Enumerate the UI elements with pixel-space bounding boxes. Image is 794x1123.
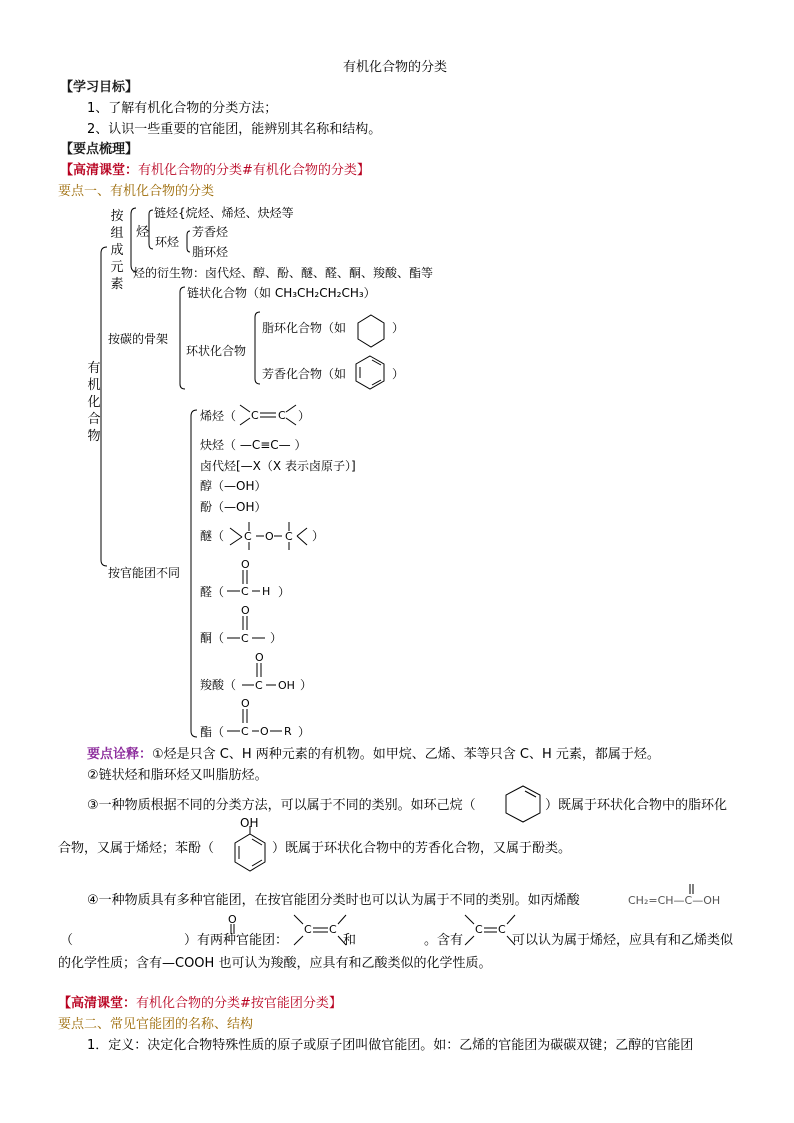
- group-alkyne: 炔烃（ —C≡C— ）: [200, 438, 307, 452]
- aldehyde-o: O: [241, 558, 250, 571]
- note4-c2: C: [329, 923, 337, 936]
- group-alkene: 烯烃（: [200, 409, 237, 423]
- ketone-c: C: [241, 632, 249, 645]
- section-goals-label: 【学习目标】: [60, 80, 139, 95]
- note-3b: ）既属于环状化合物中的脂环化: [545, 798, 728, 813]
- chain-compound: 链状化合物（如 CH₃CH₂CH₂CH₃）: [187, 286, 376, 300]
- ester-close: ）: [298, 725, 311, 739]
- group-halide: 卤代烃[—X（X 表示卤原子）]: [200, 459, 356, 473]
- ring-compound: 环状化合物: [186, 344, 247, 358]
- note-3c: 合物，又属于烯烃；苯酚（: [58, 841, 215, 856]
- note4-c1: C: [304, 923, 312, 936]
- aromatic-hydrocarbon: 芳香烃: [192, 225, 229, 239]
- benzene-ring-icon: [356, 356, 384, 389]
- class-link-2-prefix: 【高清课堂：: [58, 996, 137, 1011]
- ester-c: C: [241, 725, 249, 738]
- note-4e: 。含有: [424, 933, 464, 948]
- note-4c: ）有两种官能团：: [184, 933, 289, 948]
- acid-c: C: [255, 679, 263, 692]
- phenol-oh: OH: [240, 816, 259, 830]
- point-2-title: 要点二、常见官能团的名称、结构: [58, 1017, 254, 1032]
- note-4b: （: [60, 933, 74, 948]
- by-group-label: 按官能团不同: [108, 566, 181, 580]
- aldehyde-h: H: [262, 585, 271, 598]
- note-1: [87, 747, 660, 763]
- note-4d: 和: [343, 933, 357, 948]
- alicyclic-hydrocarbon: 脂环烃: [192, 245, 229, 259]
- ether-close: ）: [312, 529, 325, 543]
- note-3a: ③一种物质根据不同的分类方法，可以属于不同的类别。如环己烷（: [87, 798, 476, 813]
- class-link-2[interactable]: [58, 996, 342, 1012]
- acid-close: ）: [300, 678, 313, 692]
- root-label: 有机化合物: [87, 361, 101, 444]
- ether-c2: C: [285, 530, 293, 543]
- page-title: 有机化合物的分类: [343, 60, 448, 75]
- ester-r: R: [284, 725, 292, 738]
- group-alcohol: 醇（—OH）: [200, 479, 267, 493]
- by-skeleton-label: 按碳的骨架: [108, 332, 169, 346]
- alkene-close: ）: [298, 409, 311, 423]
- point-1-title: 要点一、有机化合物的分类: [58, 184, 215, 199]
- group-ketone: 酮（: [200, 631, 225, 645]
- note-4g: 的化学性质；含有—COOH 也可认为羧酸，应具有和乙酸类似的化学性质。: [58, 956, 492, 971]
- acid-o: O: [255, 651, 264, 664]
- group-phenol: 酚（—OH）: [200, 500, 267, 514]
- ester-o2: O: [260, 725, 269, 738]
- group-ether: 醚（: [200, 529, 225, 543]
- alicyclic-compound: 脂环化合物（如: [262, 321, 347, 335]
- hydrocarbon-derivatives: 烃的衍生物：卤代烃、醇、酚、醚、醛、酮、羧酸、酯等: [133, 266, 434, 280]
- goal-item-1: 1、了解有机化合物的分类方法；: [87, 101, 278, 116]
- class-link-2-topic: 有机化合物的分类#按官能团分类】: [136, 996, 342, 1011]
- by-composition-label: 按组成元素: [110, 209, 124, 292]
- notes-label: 要点诠释：: [87, 747, 153, 762]
- note4-c4: C: [498, 923, 506, 936]
- note-2: ②链状烃和脂环烃又叫脂肪烃。: [87, 768, 268, 783]
- group-aldehyde: 醛（: [200, 585, 225, 599]
- note-3d: ）既属于环状化合物中的芳香化合物，又属于酚类。: [272, 841, 572, 856]
- goal-item-2: 2、认识一些重要的官能团，能辨别其名称和结构。: [87, 122, 382, 137]
- ether-o: O: [265, 530, 274, 543]
- aromatic-close-paren: ）: [392, 367, 405, 381]
- alicyclic-close-paren: ）: [392, 321, 405, 335]
- ketone-close: ）: [270, 631, 283, 645]
- ring-hydrocarbon: 环烃: [155, 235, 180, 249]
- acrylic-formula: CH₂=CH—C—OH: [628, 894, 721, 907]
- note-1-text: ①烃是只含 C、H 两种元素的有机物。如甲烷、乙烯、苯等只含 C、H 元素，都属于烃。: [152, 747, 660, 762]
- note-4a: ④一种物质具有多种官能团，在按官能团分类时也可以认为属于不同的类别。如丙烯酸: [87, 893, 580, 908]
- class-link-topic: 有机化合物的分类#有机化合物的分类】: [138, 163, 370, 178]
- aldehyde-close: ）: [278, 585, 291, 599]
- hydrocarbon-label: 烃: [136, 225, 150, 240]
- aldehyde-c: C: [241, 585, 249, 598]
- group-ester: 酯（: [200, 725, 225, 739]
- ether-c1: C: [244, 530, 252, 543]
- class-link-prefix: 【高清课堂：: [60, 163, 139, 178]
- chain-hydrocarbon: 链烃{烷烃、烯烃、炔烃等: [154, 206, 294, 220]
- ketone-o: O: [241, 604, 250, 617]
- alkene-c2: C: [278, 409, 286, 422]
- definition-1: 1．定义：决定化合物特殊性质的原子或原子团叫做官能团。如：乙烯的官能团为碳碳双键；乙醇的官能团: [87, 1038, 694, 1053]
- ester-o1: O: [241, 697, 250, 710]
- group-acid: 羧酸（: [200, 678, 237, 692]
- note4-c3: C: [475, 923, 483, 936]
- acid-oh: OH: [278, 679, 295, 692]
- section-points-label: 【要点梳理】: [60, 142, 139, 157]
- note4-o: O: [228, 913, 237, 926]
- note-4f: 可以认为属于烯烃，应具有和乙烯类似: [512, 933, 734, 948]
- aromatic-compound: 芳香化合物（如: [262, 367, 347, 381]
- alkene-c1: C: [251, 409, 259, 422]
